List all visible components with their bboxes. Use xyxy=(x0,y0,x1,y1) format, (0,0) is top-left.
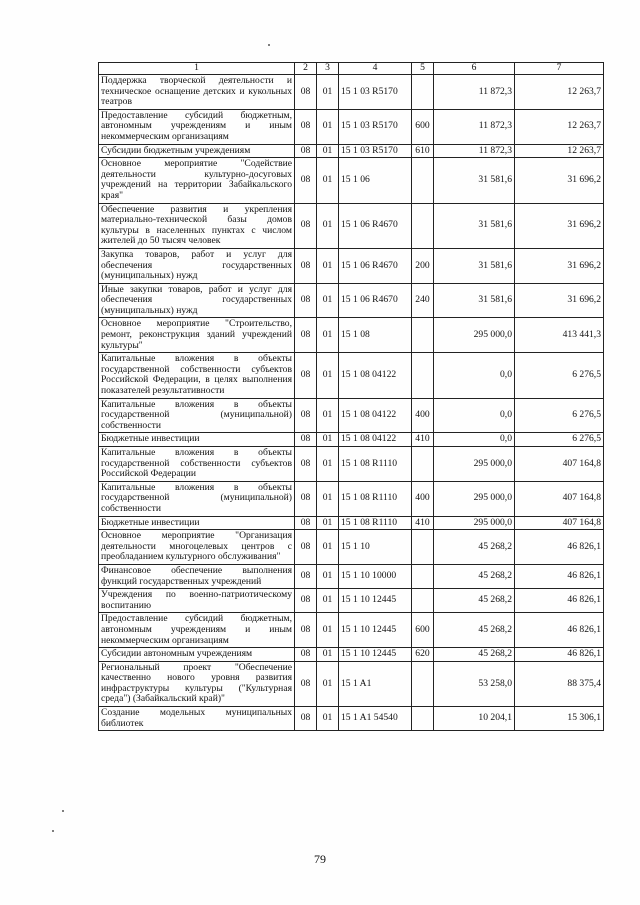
expense-type-cell xyxy=(412,707,434,731)
table-row xyxy=(99,318,604,353)
table-row xyxy=(99,75,604,110)
subsection-code-cell: 01 xyxy=(317,661,339,706)
target-article-cell: 15 1 10 10000 xyxy=(339,564,412,588)
row-name-cell: Капитальные вложения в объекты государственной собственности субъектов Российской Федерации, в целях выполнения показателей результативности xyxy=(99,353,295,398)
target-article-cell: 15 1 06 R4670 xyxy=(339,248,412,283)
subsection-code-cell: 01 xyxy=(317,248,339,283)
amount-year2-cell: 88 375,4 xyxy=(515,661,604,706)
table-row xyxy=(99,398,604,433)
expense-type-cell xyxy=(412,530,434,565)
table-row xyxy=(99,613,604,648)
amount-year2-cell: 6 276,5 xyxy=(515,433,604,447)
row-name-cell: Бюджетные инвестиции xyxy=(99,433,295,447)
row-name-cell: Капитальные вложения в объекты государственной собственности субъектов Российской Федерации xyxy=(99,447,295,482)
scan-speck xyxy=(62,810,64,812)
expense-type-cell xyxy=(412,75,434,110)
subsection-code-cell: 01 xyxy=(317,481,339,516)
table-row xyxy=(99,589,604,613)
row-name-cell: Создание модельных муниципальных библиотек xyxy=(99,707,295,731)
header-cell: 4 xyxy=(339,63,412,75)
table-row xyxy=(99,109,604,144)
target-article-cell: 15 1 03 R5170 xyxy=(339,109,412,144)
target-article-cell: 15 1 08 R1110 xyxy=(339,481,412,516)
row-name-cell: Капитальные вложения в объекты государственной (муниципальной) собственности xyxy=(99,481,295,516)
row-name-cell: Бюджетные инвестиции xyxy=(99,516,295,530)
section-code-cell: 08 xyxy=(295,109,317,144)
table-row xyxy=(99,516,604,530)
subsection-code-cell: 01 xyxy=(317,564,339,588)
amount-year2-cell: 12 263,7 xyxy=(515,75,604,110)
expense-type-cell: 600 xyxy=(412,109,434,144)
table-row xyxy=(99,707,604,731)
table-row xyxy=(99,248,604,283)
table-row xyxy=(99,447,604,482)
target-article-cell: 15 1 10 12445 xyxy=(339,648,412,662)
amount-year1-cell: 11 872,3 xyxy=(434,75,515,110)
row-name-cell: Субсидии автономным учреждениям xyxy=(99,648,295,662)
table-row xyxy=(99,661,604,706)
amount-year1-cell: 31 581,6 xyxy=(434,248,515,283)
section-code-cell: 08 xyxy=(295,144,317,158)
subsection-code-cell: 01 xyxy=(317,648,339,662)
expense-type-cell xyxy=(412,564,434,588)
expense-type-cell xyxy=(412,158,434,203)
section-code-cell: 08 xyxy=(295,516,317,530)
subsection-code-cell: 01 xyxy=(317,318,339,353)
scan-speck xyxy=(52,830,54,832)
section-code-cell: 08 xyxy=(295,398,317,433)
expense-type-cell xyxy=(412,203,434,248)
amount-year1-cell: 45 268,2 xyxy=(434,589,515,613)
row-name-cell: Закупка товаров, работ и услуг для обеспечения государственных (муниципальных) нужд xyxy=(99,248,295,283)
expense-type-cell: 410 xyxy=(412,516,434,530)
target-article-cell: 15 1 06 R4670 xyxy=(339,283,412,318)
expense-type-cell: 400 xyxy=(412,398,434,433)
subsection-code-cell: 01 xyxy=(317,530,339,565)
subsection-code-cell: 01 xyxy=(317,283,339,318)
row-name-cell: Обеспечение развития и укрепления материально-технической базы домов культуры в населенных пунктах с числом жителей до 50 тысяч человек xyxy=(99,203,295,248)
table-body xyxy=(99,63,604,731)
amount-year1-cell: 53 258,0 xyxy=(434,661,515,706)
amount-year2-cell: 31 696,2 xyxy=(515,283,604,318)
amount-year2-cell: 46 826,1 xyxy=(515,530,604,565)
header-cell: 1 xyxy=(99,63,295,75)
amount-year1-cell: 45 268,2 xyxy=(434,564,515,588)
amount-year2-cell: 31 696,2 xyxy=(515,248,604,283)
amount-year1-cell: 295 000,0 xyxy=(434,447,515,482)
target-article-cell: 15 1 06 xyxy=(339,158,412,203)
target-article-cell: 15 1 10 12445 xyxy=(339,613,412,648)
amount-year2-cell: 413 441,3 xyxy=(515,318,604,353)
target-article-cell: 15 1 A1 xyxy=(339,661,412,706)
target-article-cell: 15 1 A1 54540 xyxy=(339,707,412,731)
amount-year2-cell: 6 276,5 xyxy=(515,353,604,398)
amount-year1-cell: 0,0 xyxy=(434,398,515,433)
row-name-cell: Иные закупки товаров, работ и услуг для обеспечения государственных (муниципальных) нужд xyxy=(99,283,295,318)
amount-year2-cell: 46 826,1 xyxy=(515,564,604,588)
section-code-cell: 08 xyxy=(295,648,317,662)
section-code-cell: 08 xyxy=(295,661,317,706)
table-row xyxy=(99,283,604,318)
target-article-cell: 15 1 06 R4670 xyxy=(339,203,412,248)
expense-type-cell xyxy=(412,353,434,398)
expense-type-cell: 410 xyxy=(412,433,434,447)
amount-year1-cell: 11 872,3 xyxy=(434,144,515,158)
amount-year1-cell: 0,0 xyxy=(434,433,515,447)
amount-year2-cell: 46 826,1 xyxy=(515,589,604,613)
expense-type-cell: 200 xyxy=(412,248,434,283)
expense-type-cell: 400 xyxy=(412,481,434,516)
header-cell: 2 xyxy=(295,63,317,75)
amount-year1-cell: 31 581,6 xyxy=(434,283,515,318)
subsection-code-cell: 01 xyxy=(317,158,339,203)
expense-type-cell: 240 xyxy=(412,283,434,318)
table-row xyxy=(99,481,604,516)
table-row xyxy=(99,433,604,447)
amount-year2-cell: 46 826,1 xyxy=(515,613,604,648)
section-code-cell: 08 xyxy=(295,248,317,283)
amount-year1-cell: 295 000,0 xyxy=(434,481,515,516)
row-name-cell: Финансовое обеспечение выполнения функций государственных учреждений xyxy=(99,564,295,588)
row-name-cell: Предоставление субсидий бюджетным, автономным учреждениям и иным некоммерческим организациям xyxy=(99,613,295,648)
amount-year1-cell: 10 204,1 xyxy=(434,707,515,731)
target-article-cell: 15 1 08 04122 xyxy=(339,398,412,433)
row-name-cell: Основное мероприятие "Строительство, ремонт, реконструкция зданий учреждений культуры" xyxy=(99,318,295,353)
amount-year1-cell: 31 581,6 xyxy=(434,158,515,203)
subsection-code-cell: 01 xyxy=(317,75,339,110)
target-article-cell: 15 1 10 12445 xyxy=(339,589,412,613)
section-code-cell: 08 xyxy=(295,447,317,482)
table-row xyxy=(99,158,604,203)
section-code-cell: 08 xyxy=(295,589,317,613)
row-name-cell: Капитальные вложения в объекты государственной (муниципальной) собственности xyxy=(99,398,295,433)
amount-year2-cell: 12 263,7 xyxy=(515,109,604,144)
amount-year1-cell: 11 872,3 xyxy=(434,109,515,144)
row-name-cell: Субсидии бюджетным учреждениям xyxy=(99,144,295,158)
expense-type-cell: 600 xyxy=(412,613,434,648)
subsection-code-cell: 01 xyxy=(317,353,339,398)
header-cell: 7 xyxy=(515,63,604,75)
amount-year2-cell: 12 263,7 xyxy=(515,144,604,158)
header-cell: 3 xyxy=(317,63,339,75)
amount-year2-cell: 31 696,2 xyxy=(515,203,604,248)
header-cell: 6 xyxy=(434,63,515,75)
subsection-code-cell: 01 xyxy=(317,109,339,144)
amount-year2-cell: 15 306,1 xyxy=(515,707,604,731)
target-article-cell: 15 1 08 04122 xyxy=(339,433,412,447)
expense-type-cell xyxy=(412,318,434,353)
subsection-code-cell: 01 xyxy=(317,613,339,648)
row-name-cell: Основное мероприятие "Организация деятельности многоцелевых центров с преобладанием культурного обслуживания" xyxy=(99,530,295,565)
amount-year2-cell: 31 696,2 xyxy=(515,158,604,203)
subsection-code-cell: 01 xyxy=(317,433,339,447)
section-code-cell: 08 xyxy=(295,158,317,203)
amount-year1-cell: 31 581,6 xyxy=(434,203,515,248)
amount-year2-cell: 407 164,8 xyxy=(515,516,604,530)
header-cell: 5 xyxy=(412,63,434,75)
scan-speck xyxy=(268,44,270,46)
amount-year2-cell: 407 164,8 xyxy=(515,447,604,482)
subsection-code-cell: 01 xyxy=(317,589,339,613)
amount-year1-cell: 295 000,0 xyxy=(434,318,515,353)
row-name-cell: Учреждения по военно-патриотическому воспитанию xyxy=(99,589,295,613)
budget-table xyxy=(98,62,604,731)
table-row xyxy=(99,564,604,588)
target-article-cell: 15 1 08 04122 xyxy=(339,353,412,398)
table-row xyxy=(99,144,604,158)
section-code-cell: 08 xyxy=(295,203,317,248)
target-article-cell: 15 1 08 R1110 xyxy=(339,516,412,530)
section-code-cell: 08 xyxy=(295,283,317,318)
amount-year1-cell: 0,0 xyxy=(434,353,515,398)
section-code-cell: 08 xyxy=(295,433,317,447)
section-code-cell: 08 xyxy=(295,481,317,516)
subsection-code-cell: 01 xyxy=(317,516,339,530)
table-row xyxy=(99,353,604,398)
section-code-cell: 08 xyxy=(295,530,317,565)
expense-type-cell: 610 xyxy=(412,144,434,158)
section-code-cell: 08 xyxy=(295,75,317,110)
target-article-cell: 15 1 08 xyxy=(339,318,412,353)
table-row xyxy=(99,648,604,662)
subsection-code-cell: 01 xyxy=(317,398,339,433)
expense-type-cell: 620 xyxy=(412,648,434,662)
section-code-cell: 08 xyxy=(295,613,317,648)
subsection-code-cell: 01 xyxy=(317,203,339,248)
amount-year1-cell: 45 268,2 xyxy=(434,648,515,662)
target-article-cell: 15 1 08 R1110 xyxy=(339,447,412,482)
section-code-cell: 08 xyxy=(295,353,317,398)
target-article-cell: 15 1 03 R5170 xyxy=(339,75,412,110)
expense-type-cell xyxy=(412,447,434,482)
target-article-cell: 15 1 10 xyxy=(339,530,412,565)
row-name-cell: Основное мероприятие "Содействие деятельности культурно-досуговых учреждений на территории Забайкальского края" xyxy=(99,158,295,203)
amount-year2-cell: 6 276,5 xyxy=(515,398,604,433)
subsection-code-cell: 01 xyxy=(317,707,339,731)
section-code-cell: 08 xyxy=(295,564,317,588)
amount-year2-cell: 407 164,8 xyxy=(515,481,604,516)
header-row xyxy=(99,63,604,75)
table-row xyxy=(99,530,604,565)
amount-year2-cell: 46 826,1 xyxy=(515,648,604,662)
target-article-cell: 15 1 03 R5170 xyxy=(339,144,412,158)
amount-year1-cell: 295 000,0 xyxy=(434,516,515,530)
page-number: 79 xyxy=(314,852,326,866)
subsection-code-cell: 01 xyxy=(317,447,339,482)
subsection-code-cell: 01 xyxy=(317,144,339,158)
expense-type-cell xyxy=(412,589,434,613)
section-code-cell: 08 xyxy=(295,707,317,731)
table-row xyxy=(99,203,604,248)
section-code-cell: 08 xyxy=(295,318,317,353)
row-name-cell: Поддержка творческой деятельности и техническое оснащение детских и кукольных театров xyxy=(99,75,295,110)
row-name-cell: Региональный проект "Обеспечение качественно нового уровня развития инфраструктуры культуры ("Культурная среда") (Забайкальский край)" xyxy=(99,661,295,706)
amount-year1-cell: 45 268,2 xyxy=(434,530,515,565)
amount-year1-cell: 45 268,2 xyxy=(434,613,515,648)
expense-type-cell xyxy=(412,661,434,706)
row-name-cell: Предоставление субсидий бюджетным, автономным учреждениям и иным некоммерческим организациям xyxy=(99,109,295,144)
